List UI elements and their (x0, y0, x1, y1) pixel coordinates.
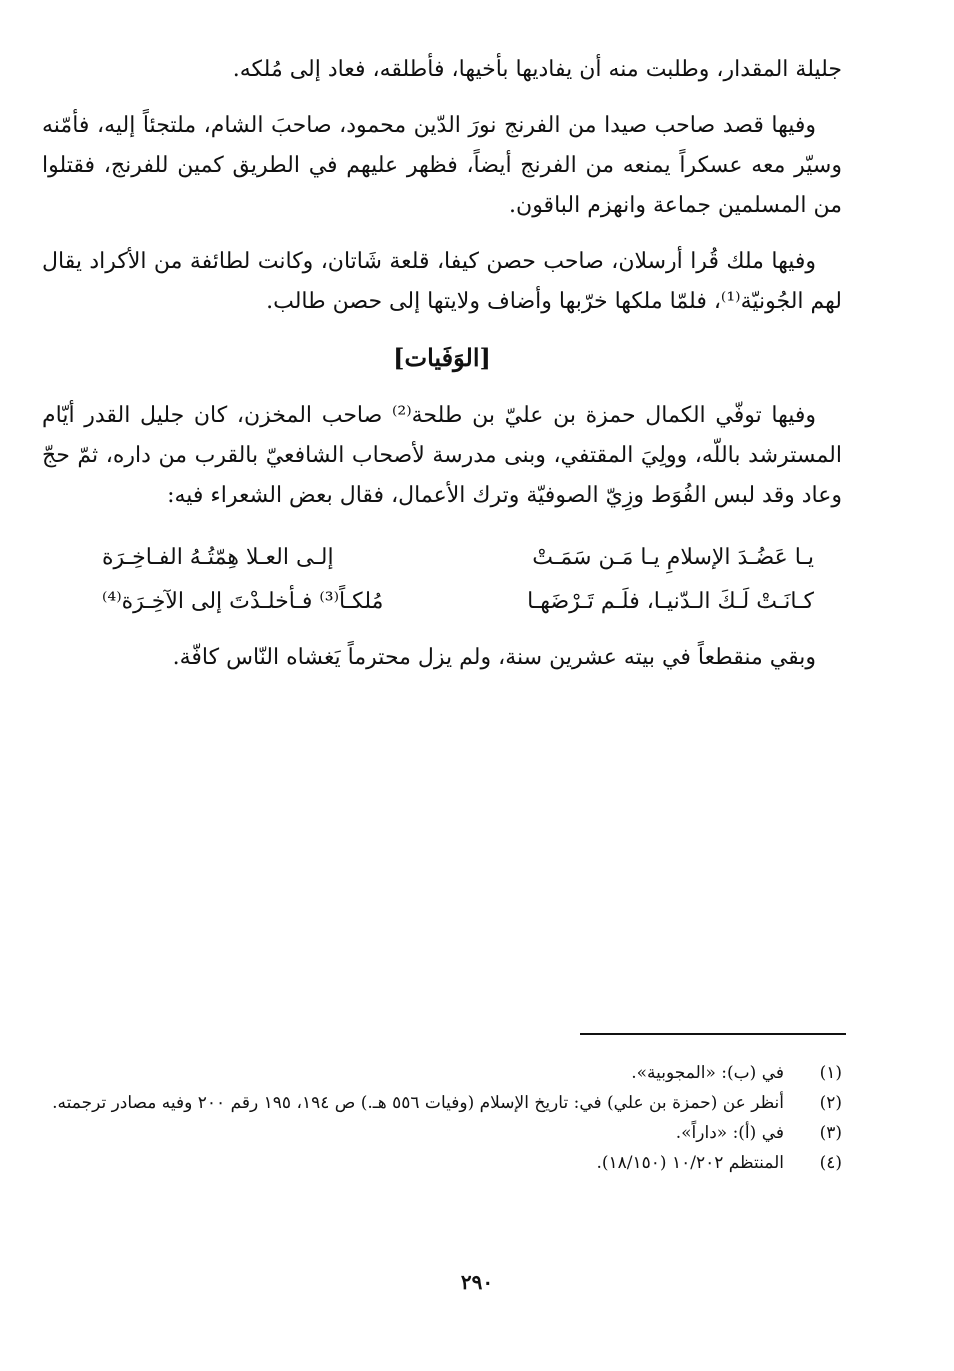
section-heading: [الوَفَيات] (393, 343, 491, 372)
closing-paragraph: وبقي منقطعاً في بيته عشرين سنة، ولم يزل محترماً يَغشاه النّاس كافّة. (172, 645, 816, 670)
poem-line-2 (42, 580, 842, 624)
poem (42, 536, 842, 624)
poem-line-1 (42, 536, 842, 580)
footnote-3-number: (٣) (819, 1123, 842, 1143)
footnote-2 (42, 1088, 842, 1118)
paragraph-1: جليلة المقدار، وطلبت منه أن يفاديها بأخيها، فأطلقه، فعاد إلى مُلكه. (232, 57, 842, 82)
poem-line-1-first-hemistich: يـا عَضُـدَ الإسلامِ يـا مَـن سَمَـتْ (532, 545, 814, 570)
obituary-paragraph: وفيها توفّي الكمال حمزة بن عليّ بن طلحة⁽²⁾ صاحب المخزن، كان جليل القدر أيّام المسترشد باللّه، وولِيَ المقتفي، وبنى مدرسة لأصحاب الشافعيّ بالقرب من داره، ثمّ حجّ وعاد وقد لبس الفُوَط وزِيّ الصوفيّة وترك الأعمال، فقال بعض الشعراء فيه: (42, 403, 842, 508)
footnotes (42, 1058, 842, 1178)
footnote-3 (42, 1118, 842, 1148)
footnote-4-text: المنتظم ١٠/٢٠٢ (١٨/١٥٠). (596, 1153, 784, 1173)
footnote-1-number: (١) (819, 1063, 842, 1083)
page-number: ٢٩٠ (460, 1270, 494, 1294)
footnote-separator (580, 1033, 846, 1035)
footnote-2-text: أنظر عن (حمزة بن علي) في: تاريخ الإسلام (وفيات ٥٥٦ هـ.) ص ١٩٤، ١٩٥ رقم ٢٠٠ وفيه مصادر ترجمته. (52, 1093, 784, 1113)
footnote-2-number: (٢) (819, 1093, 842, 1113)
footnote-1 (42, 1058, 842, 1088)
paragraph-3: وفيها ملك قُرا أرسلان، صاحب حصن كيفا، قلعة شَاتان، وكانت لطائفة من الأكراد يقال لهم الجُونيّة⁽¹⁾، فلمّا ملكها خرّبها وأضاف ولايتها إلى حصن طالب. (42, 249, 842, 314)
poem-line-1-second-hemistich: إلـى العـلا هِمّتُـهُ الفـاخِـرَة (102, 545, 334, 570)
poem-line-2-first-hemistich: كـانَـتْ لَـكَ الـدّنيـا، فلَـم تَـرْضَهـا (527, 589, 814, 614)
footnote-4 (42, 1148, 842, 1178)
poem-line-2-second-hemistich: مُلكـاً⁽³⁾ فـأخلـدْتَ إلى الآخِـرَة⁽⁴⁾ (102, 589, 384, 614)
footnote-1-text: في (ب): «المجوبية». (631, 1063, 784, 1083)
footnote-3-text: في (أ): «داراً». (675, 1123, 784, 1143)
paragraph-2: وفيها قصد صاحب صيدا من الفرنج نورَ الدّين محمود، صاحبَ الشام، ملتجئاً إليه، فأمّنه وسيّر معه عسكراً يمنعه من الفرنج أيضاً، فظهر عليهم في الطريق كمين للفرنج، فقتلوا من المسلمين جماعة وانهزم الباقون. (42, 113, 842, 218)
main-text (42, 50, 842, 694)
footnote-4-number: (٤) (819, 1153, 842, 1173)
